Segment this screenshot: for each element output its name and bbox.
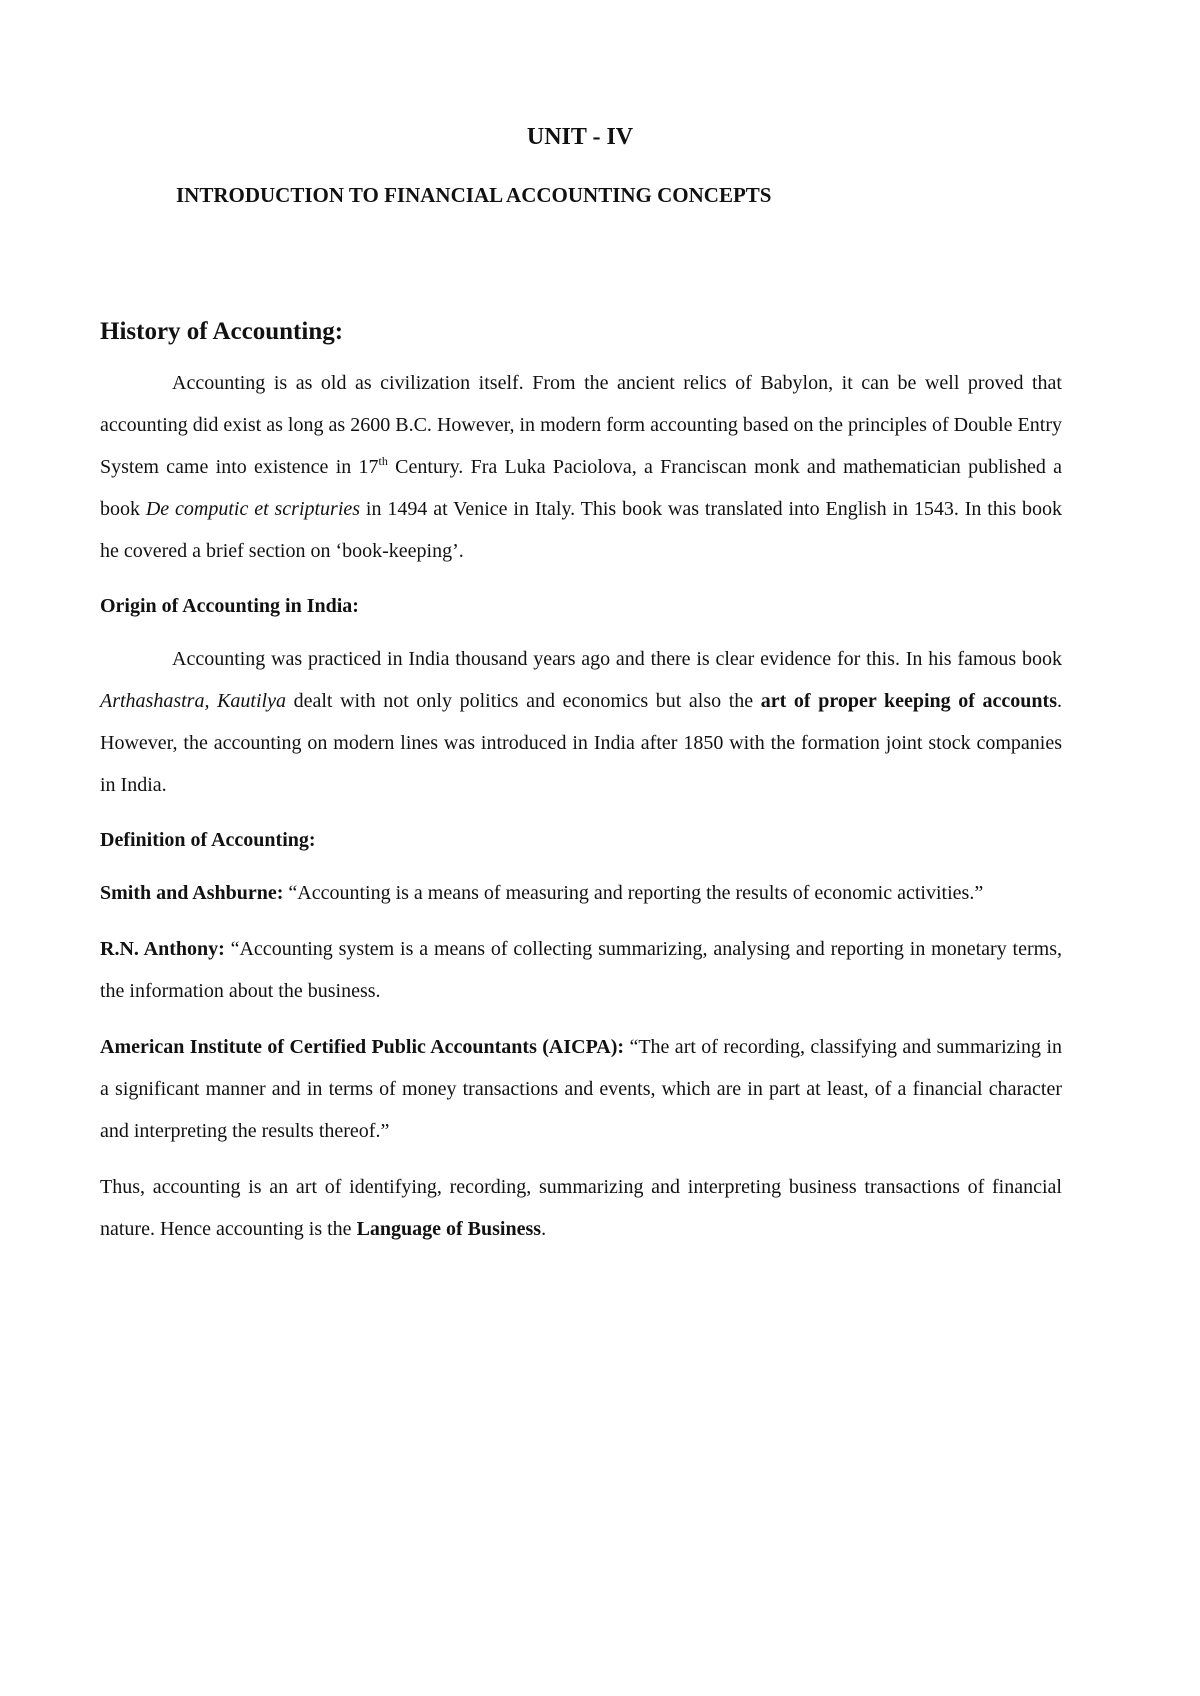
history-paragraph: [100, 362, 1062, 572]
conclusion-text: Thus, accounting is an art of identifying, recording, summarizing and interpreting business transactions of financial nature. Hence accounting is the: [100, 1176, 1062, 1240]
aicpa-label: American Institute of Certified Public Accountants (AICPA):: [100, 1036, 625, 1058]
history-book-title: De computic et scripturies: [145, 498, 361, 520]
aicpa-definition: [100, 1026, 1062, 1152]
unit-title: UNIT - IV: [526, 124, 634, 150]
origin-text-1: Accounting was practiced in India thousand years ago and there is clear evidence for this. In his famous book: [172, 648, 1062, 670]
smith-label: Smith and Ashburne:: [100, 882, 284, 904]
history-heading: History of Accounting:: [100, 318, 344, 345]
definition-heading: Definition of Accounting:: [100, 829, 316, 851]
document-body: [100, 312, 1062, 1264]
aicpa-text: “The art of recording, classifying and summarizing in a significant manner and in terms of money transactions and events, which are in part at least, of a financial character and interpreting the results thereof.”: [100, 1036, 1062, 1142]
history-text-1: Accounting is as old as civilization itself. From the ancient relics of Babylon, it can be well proved that accounting did exist as long as 2600 B.C. However, in modern form accounting based on the principles of Double Entry System came into existence in 17: [100, 372, 1062, 478]
history-text-3: in 1494 at Venice in Italy. This book was translated into English in 1543. In this book he covered a brief section on ‘book-keeping’.: [100, 498, 1062, 562]
conclusion-bold-phrase: Language of Business: [356, 1218, 542, 1240]
history-text-2: Century. Fra Luka Paciolova, a Franciscan monk and mathematician published a book: [100, 456, 1062, 520]
anthony-text: “Accounting system is a means of collecting summarizing, analysing and reporting in monetary terms, the information about the business.: [100, 938, 1062, 1002]
anthony-definition: [100, 928, 1062, 1012]
origin-paragraph: [100, 638, 1062, 806]
origin-text-3: . However, the accounting on modern lines was introduced in India after 1850 with the formation joint stock companies in India.: [100, 690, 1062, 796]
smith-definition: [100, 872, 1062, 914]
conclusion-period: .: [541, 1218, 547, 1240]
origin-text-2: dealt with not only politics and economics but also the: [285, 690, 761, 712]
smith-text: “Accounting is a means of measuring and reporting the results of economic activities.”: [283, 882, 984, 904]
history-superscript: th: [378, 454, 388, 468]
origin-heading: Origin of Accounting in India:: [100, 595, 359, 617]
conclusion-paragraph: [100, 1166, 1062, 1250]
document-title: INTRODUCTION TO FINANCIAL ACCOUNTING CONCEPTS: [176, 183, 772, 207]
origin-book-title: Arthashastra, Kautilya: [100, 690, 286, 712]
origin-bold-phrase: art of proper keeping of accounts: [760, 690, 1057, 712]
anthony-label: R.N. Anthony:: [100, 938, 225, 960]
